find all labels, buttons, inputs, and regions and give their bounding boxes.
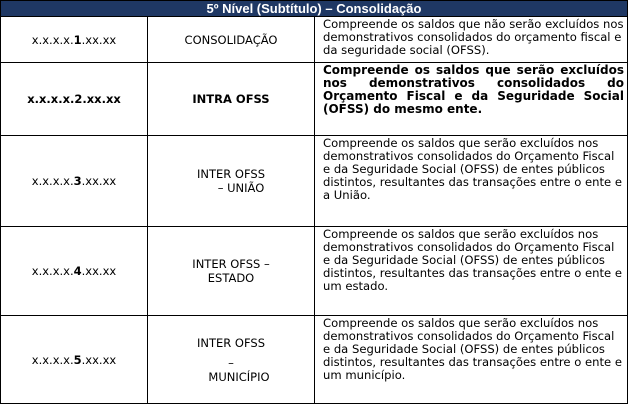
table-row bbox=[1, 17, 628, 63]
level-name-line: – UNIÃO bbox=[217, 181, 265, 195]
level-name-line: MUNICÍPIO bbox=[208, 369, 270, 384]
level-name-line: – bbox=[228, 355, 234, 370]
level-name-line: INTER OFSS bbox=[197, 167, 265, 181]
level-code: x.x.x.x.5.xx.xx bbox=[1, 316, 148, 404]
level-description: Compreende os saldos que não serão excluídos nos demonstrativos consolidados do orçamento fiscal e da seguridade social (OFSS). bbox=[315, 17, 628, 63]
level-code: x.x.x.x.2.xx.xx bbox=[1, 63, 148, 136]
level-name bbox=[148, 227, 315, 316]
table-row bbox=[1, 316, 628, 404]
table-row bbox=[1, 136, 628, 227]
level-name bbox=[148, 316, 315, 404]
level-name: CONSOLIDAÇÃO bbox=[148, 17, 315, 63]
level-name bbox=[148, 136, 315, 227]
level-description: Compreende os saldos que serão excluídos nos demonstrativos consolidados do Orçamento Fiscal e da Seguridade Social (OFSS) de entes públicos distintos, resultantes das transações entre o ente e um estado. bbox=[315, 227, 628, 316]
level-description: Compreende os saldos que serão excluídos nos demonstrativos consolidados do Orçamento Fiscal e da Seguridade Social (OFSS) de entes públicos distintos, resultantes das transações entre o ente e a União. bbox=[315, 136, 628, 227]
level-code: x.x.x.x.4.xx.xx bbox=[1, 227, 148, 316]
level-description: Compreende os saldos que serão excluídos nos demonstrativos consolidados do Orçamento Fiscal e da Seguridade Social (OFSS) de entes públicos distintos, resultantes das transações entre o ente e um município. bbox=[315, 316, 628, 404]
level-name: INTRA OFSS bbox=[148, 63, 315, 136]
level-name-line: INTER OFSS – bbox=[192, 257, 270, 271]
table-row bbox=[1, 63, 628, 136]
level-code: x.x.x.x.1.xx.xx bbox=[1, 17, 148, 63]
level-name-line: INTER OFSS bbox=[197, 335, 265, 350]
level-name-line: ESTADO bbox=[207, 271, 255, 285]
level-code: x.x.x.x.3.xx.xx bbox=[1, 136, 148, 227]
level-description: Compreende os saldos que serão excluídos nos demonstrativos consolidados do Orçamento Fiscal e da Seguridade Social (OFSS) do mesmo ente. bbox=[315, 63, 628, 136]
table-header: 5º Nível (Subtítulo) – Consolidação bbox=[1, 1, 628, 17]
table-row bbox=[1, 227, 628, 316]
